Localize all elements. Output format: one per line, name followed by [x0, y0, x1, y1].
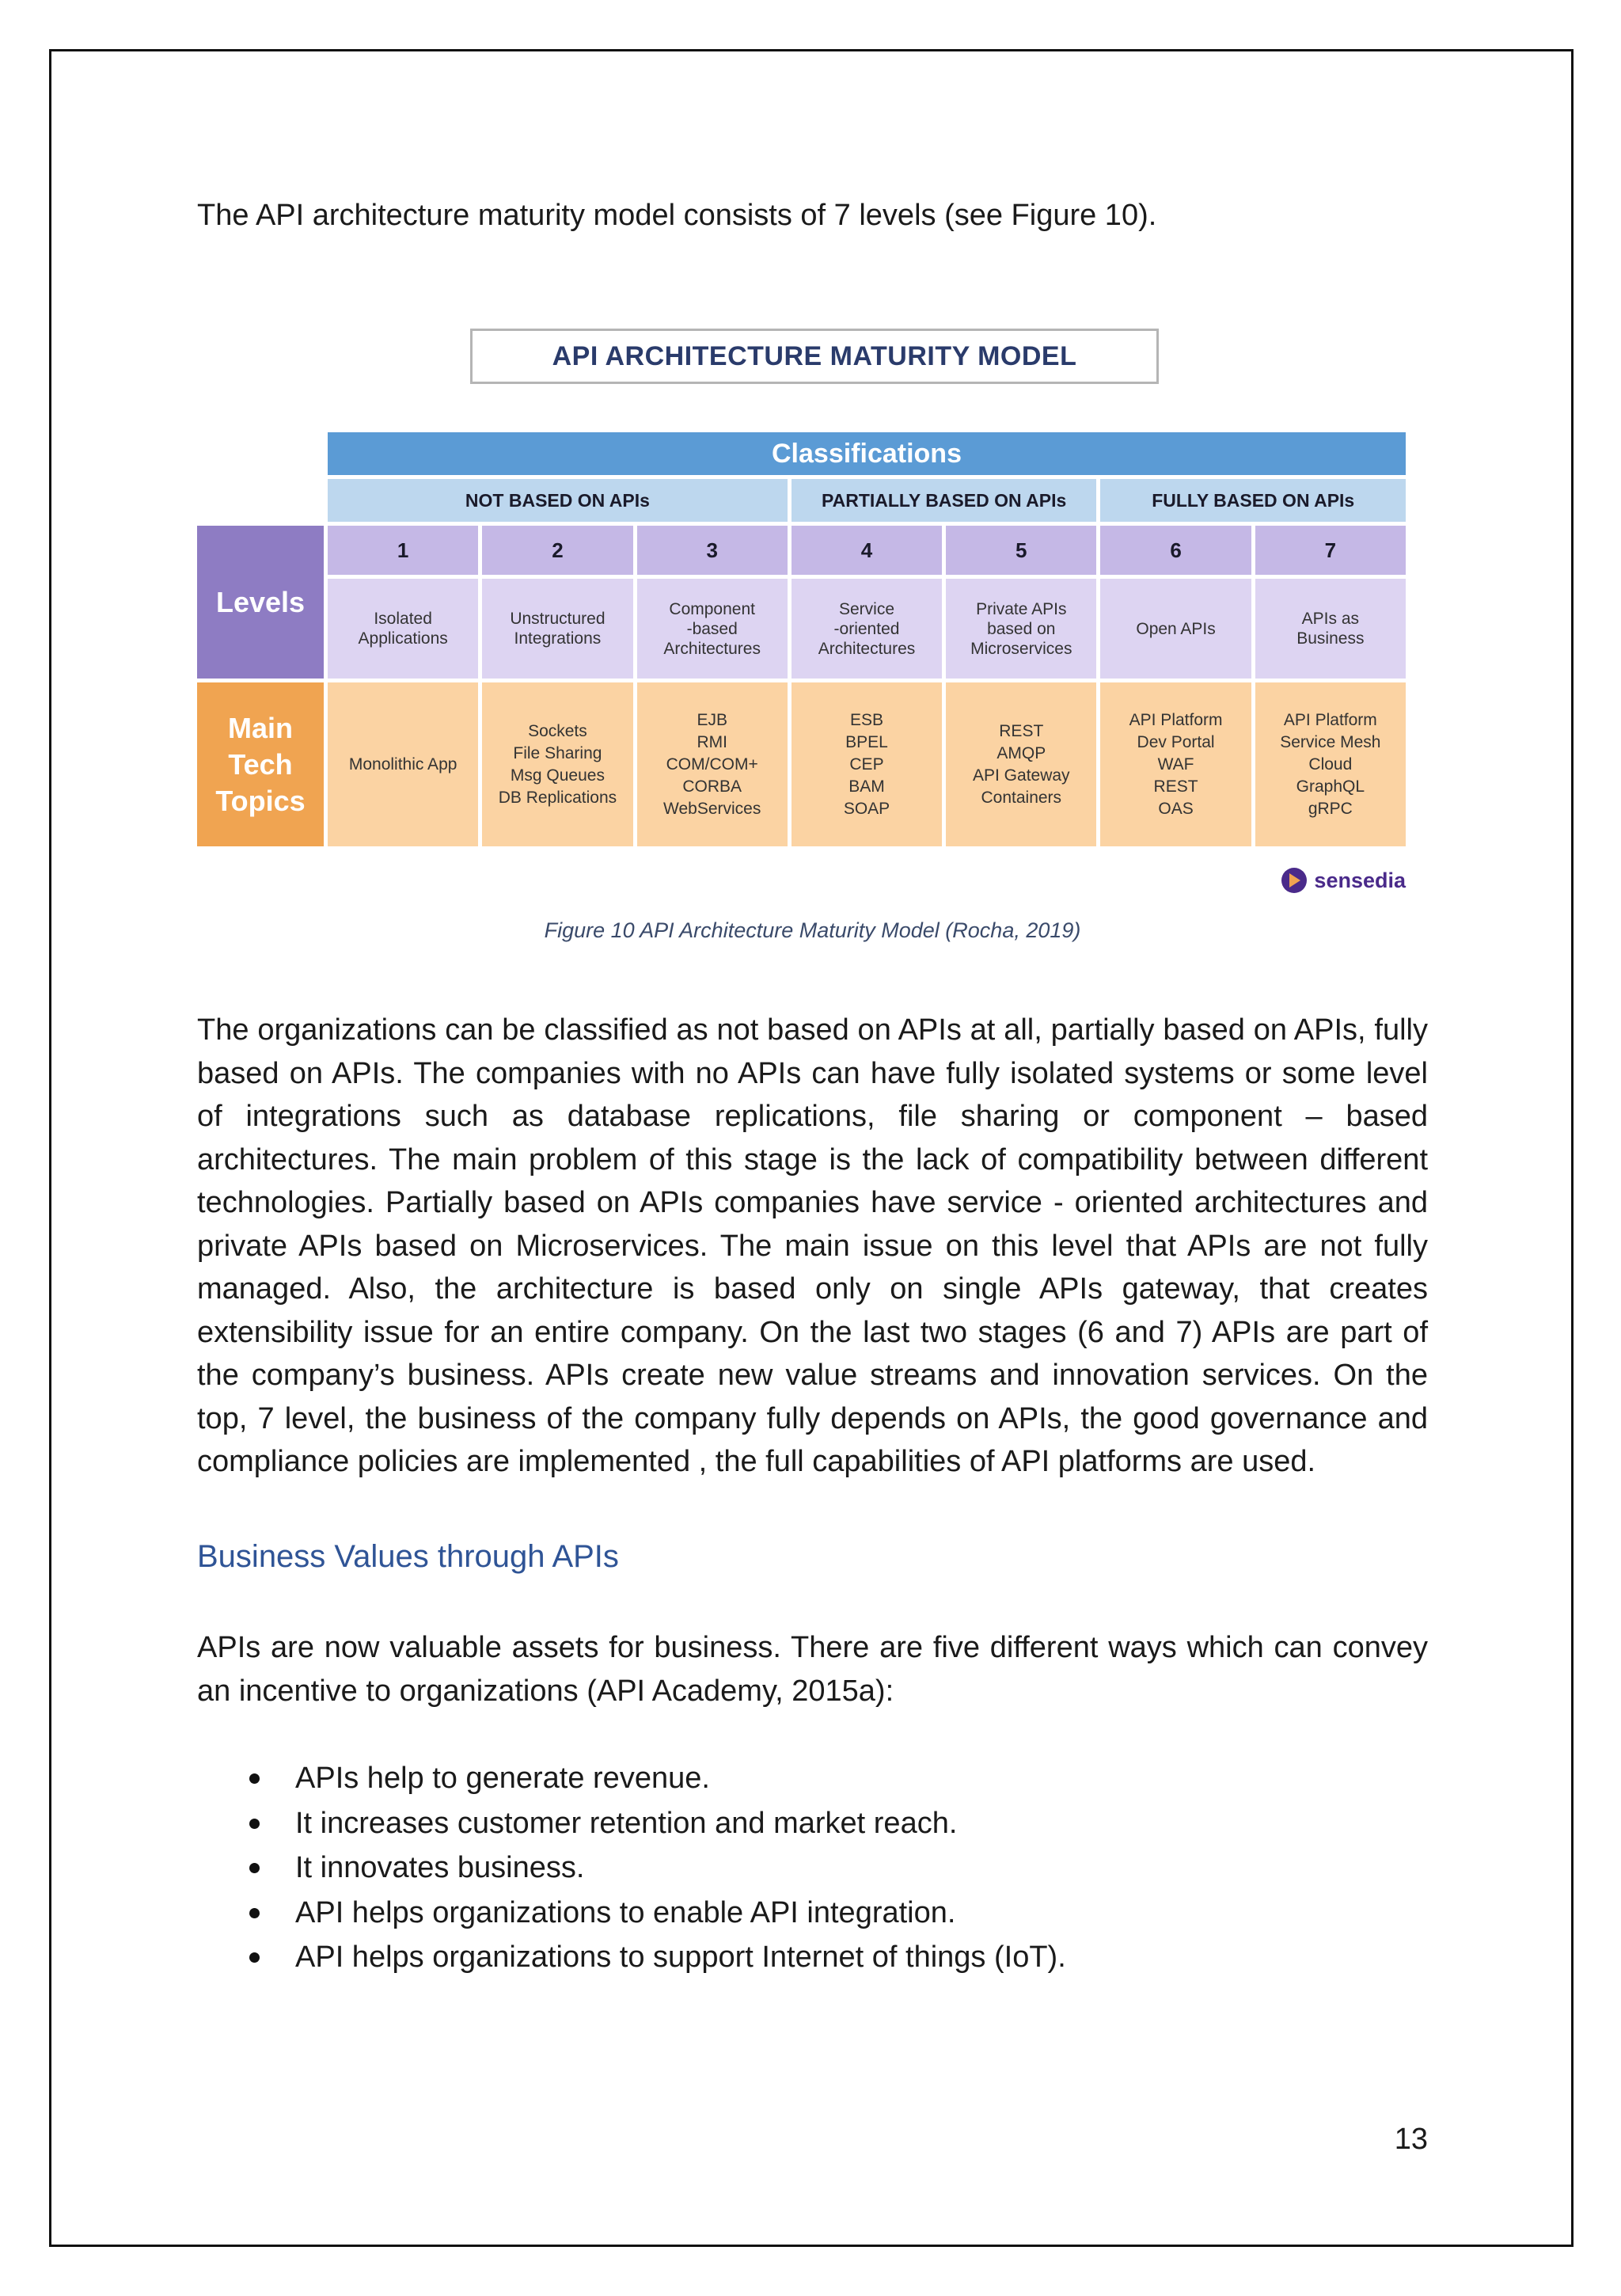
list-item-text: It innovates business.	[295, 1851, 585, 1884]
tech-topics: Monolithic App	[328, 682, 478, 846]
bullet-icon	[249, 1819, 260, 1829]
levels-label: Levels	[197, 526, 324, 679]
brand-name: sensedia	[1314, 868, 1406, 892]
main-tech-topics-label: Main Tech Topics	[197, 682, 324, 846]
level-number: 7	[1255, 526, 1406, 575]
classifications-header: Classifications	[328, 432, 1406, 475]
list-item-text: API helps organizations to support Internet of things (IoT).	[295, 1941, 1066, 1974]
level-number: 1	[328, 526, 478, 575]
level-name: Isolated Applications	[328, 579, 478, 679]
list-item	[197, 1935, 1066, 1980]
level-name: Unstructured Integrations	[482, 579, 632, 679]
list-item	[197, 1756, 1066, 1801]
level-name: APIs as Business	[1255, 579, 1406, 679]
bullet-icon	[249, 1952, 260, 1963]
figure-caption: Figure 10 API Architecture Maturity Model (Rocha, 2019)	[544, 918, 1081, 942]
level-number: 6	[1100, 526, 1251, 575]
sensedia-logo	[1281, 867, 1406, 894]
page-number: 13	[1394, 2123, 1428, 2156]
figure-title: API ARCHITECTURE MATURITY MODEL	[470, 329, 1159, 384]
group-fully-based: FULLY BASED ON APIs	[1100, 479, 1406, 522]
sensedia-logo-icon	[1281, 867, 1308, 894]
level-number: 3	[637, 526, 788, 575]
paragraph-classification: The organizations can be classified as not based on APIs at all, partially based on APIs, fully based on APIs. The companies with no APIs can have fully isolated systems or some level of integrations such as database replications, file sharing or component – based architectures. The main problem of this stage is the lack of compatibility between different technologies. Partially based on APIs companies have service - oriented architectures and private APIs based on Microservices. The main issue on this level that APIs are not fully managed. Also, the architecture is based only on single APIs gateway, that creates extensibility issue for an entire company. On the last two stages (6 and 7) APIs are part of the company’s business. APIs create new value streams and innovation services. On the top, 7 level, the business of the company fully depends on APIs, the good governance and compliance policies are implemented , the full capabilities of API platforms are used.	[197, 1013, 1428, 1478]
bullet-icon	[249, 1908, 260, 1918]
tech-topics: REST AMQP API Gateway Containers	[946, 682, 1096, 846]
level-name: Open APIs	[1100, 579, 1251, 679]
paragraph-business-values: APIs are now valuable assets for business. There are five different ways which can convey an incentive to organizations (API Academy, 2015a):	[197, 1631, 1428, 1708]
list-item	[197, 1891, 1066, 1936]
level-number: 4	[792, 526, 942, 575]
tech-topics: ESB BPEL CEP BAM SOAP	[792, 682, 942, 846]
tech-topics: Sockets File Sharing Msg Queues DB Replications	[482, 682, 632, 846]
blank-cell	[197, 432, 324, 475]
list-item	[197, 1801, 1066, 1846]
level-number: 5	[946, 526, 1096, 575]
list-item-text: APIs help to generate revenue.	[295, 1762, 710, 1795]
tech-topics: API Platform Service Mesh Cloud GraphQL gRPC	[1255, 682, 1406, 846]
level-name: Private APIs based on Microservices	[946, 579, 1096, 679]
bullet-icon	[249, 1773, 260, 1784]
level-name: Component -based Architectures	[637, 579, 788, 679]
intro-text: The API architecture maturity model consists of 7 levels (see Figure 10).	[197, 199, 1157, 232]
list-item	[197, 1846, 1066, 1891]
level-number: 2	[482, 526, 632, 575]
level-name: Service -oriented Architectures	[792, 579, 942, 679]
bullet-list	[197, 1756, 1066, 1980]
maturity-model-figure	[197, 321, 1428, 907]
list-item-text: API helps organizations to enable API integration.	[295, 1895, 956, 1929]
tech-topics: API Platform Dev Portal WAF REST OAS	[1100, 682, 1251, 846]
group-not-based: NOT BASED ON APIs	[328, 479, 788, 522]
group-partially-based: PARTIALLY BASED ON APIs	[792, 479, 1097, 522]
blank-cell	[197, 479, 324, 522]
tech-topics: EJB RMI COM/COM+ CORBA WebServices	[637, 682, 788, 846]
section-heading: Business Values through APIs	[197, 1539, 619, 1574]
maturity-grid	[197, 432, 1406, 850]
list-item-text: It increases customer retention and market reach.	[295, 1806, 958, 1840]
bullet-icon	[249, 1863, 260, 1873]
